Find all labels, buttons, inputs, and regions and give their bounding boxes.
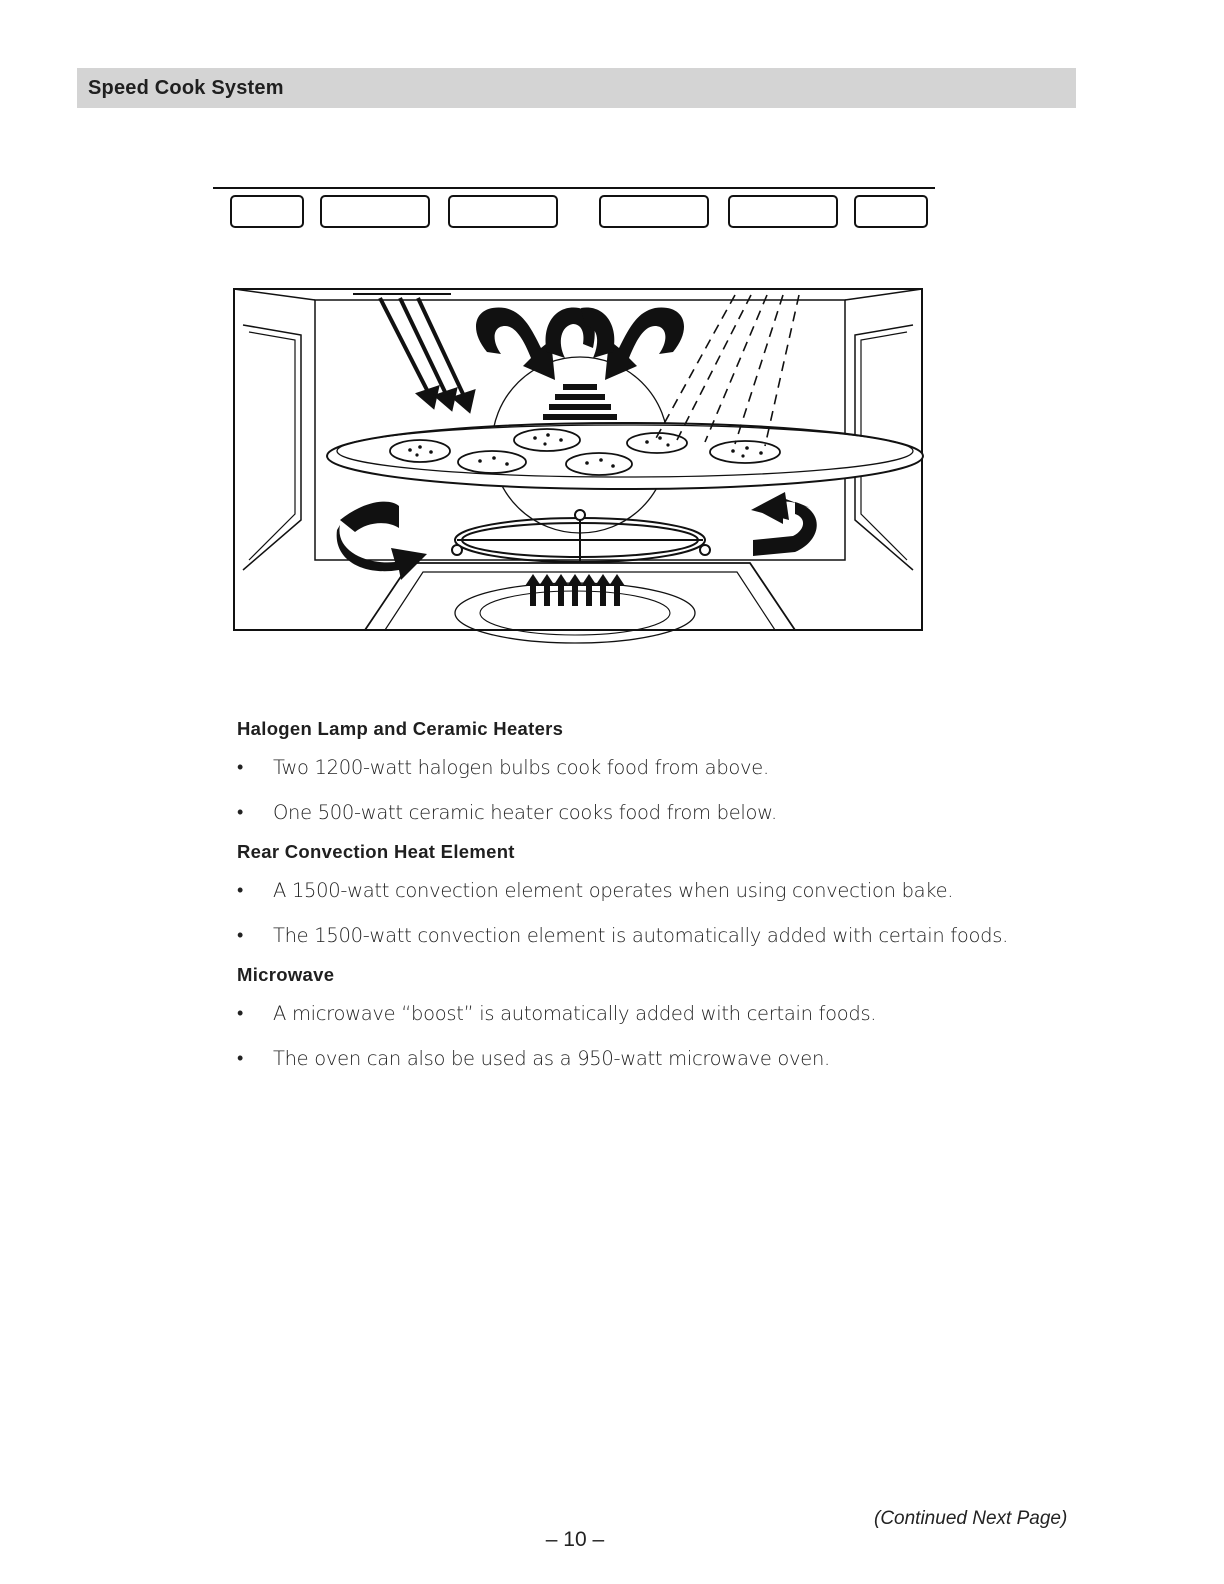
list-item: • A microwave “boost” is automatically added with certain foods.	[237, 992, 1077, 1037]
list-item: • One 500-watt ceramic heater cooks food from below.	[237, 791, 1077, 836]
control-panel-buttons	[213, 188, 935, 227]
section-header-bar	[77, 68, 1076, 108]
turntable-roller-ring	[452, 510, 710, 562]
halogen-heat-arrows	[353, 294, 473, 410]
top-heater-dots	[543, 384, 617, 420]
section-heading-microwave: Microwave	[237, 964, 335, 985]
list-item: • Two 1200-watt halogen bulbs cook food from above.	[237, 746, 1077, 791]
page-title: Speed Cook System	[88, 76, 284, 99]
section-heading-halogen: Halogen Lamp and Ceramic Heaters	[237, 718, 564, 739]
feature-sections	[237, 712, 1077, 1081]
rotating-turntable-arrows	[337, 492, 817, 580]
section-heading-convection: Rear Convection Heat Element	[237, 841, 515, 862]
list-item: • A 1500-watt convection element operates when using convection bake.	[237, 869, 1077, 914]
oven-diagram	[205, 180, 965, 650]
convection-airflow-arrows	[476, 308, 684, 380]
list-item: • The 1500-watt convection element is automatically added with certain foods.	[237, 914, 1077, 959]
cookies-on-tray	[327, 423, 923, 489]
page-number: – 10 –	[545, 1528, 605, 1551]
continued-note: (Continued Next Page)	[874, 1508, 1068, 1529]
list-item: • The oven can also be used as a 950-watt microwave oven.	[237, 1037, 1077, 1082]
bottom-heater-arrows	[525, 574, 625, 606]
